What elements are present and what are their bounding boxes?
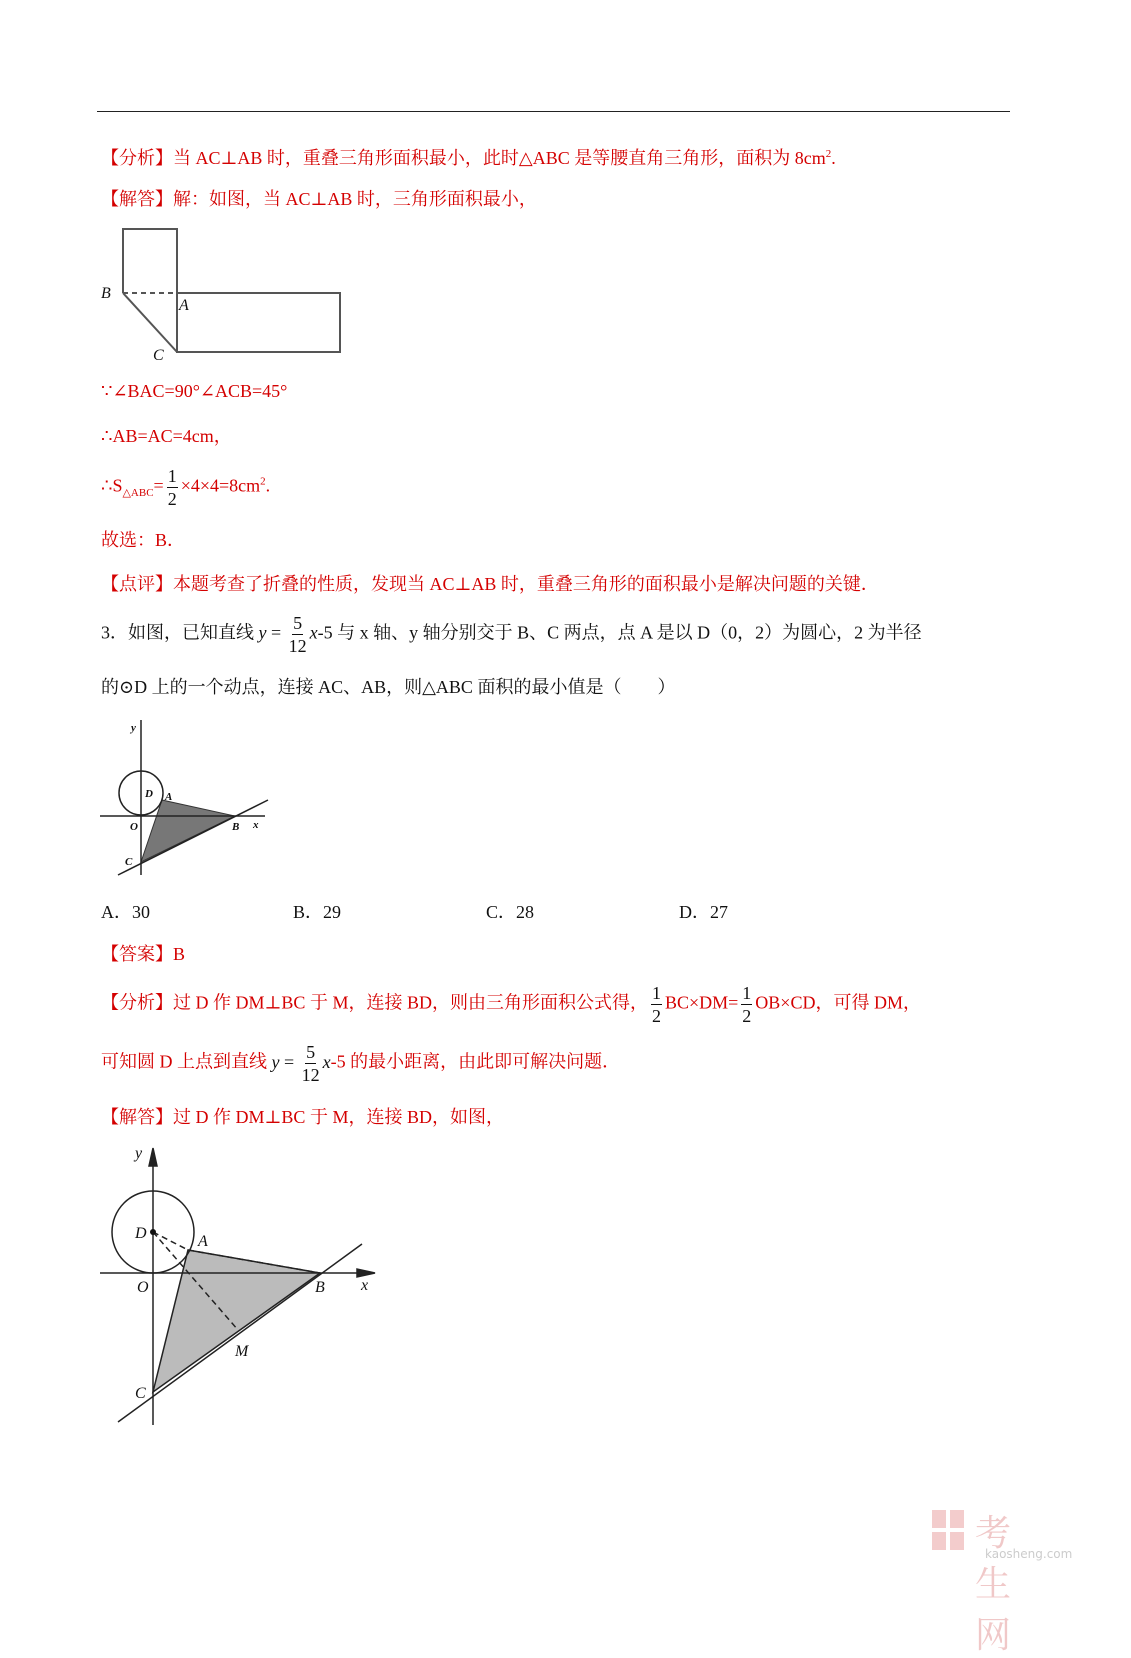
- label-b: B: [315, 1279, 325, 1296]
- s: ∴S: [101, 475, 123, 496]
- fraction: [302, 1041, 320, 1086]
- den: 12: [301, 1065, 320, 1085]
- num: 1: [167, 466, 177, 486]
- choose-line: 故选：B．: [101, 530, 186, 550]
- label-a: A: [198, 1233, 208, 1250]
- q3-stem: [101, 612, 922, 657]
- num: 5: [293, 613, 303, 633]
- period: .: [831, 148, 836, 168]
- label-c: C: [135, 1385, 146, 1402]
- answer-tag: 【答案】: [101, 944, 173, 964]
- analysis-tag: 【分析】: [101, 148, 173, 168]
- label-o: O: [130, 821, 138, 833]
- label-m: M: [235, 1343, 249, 1360]
- t: -5 的最小距离，由此即可解决问题．: [330, 1051, 621, 1072]
- t: x: [309, 622, 318, 643]
- fold-figure: [95, 220, 355, 370]
- analysis-line: [101, 142, 836, 170]
- solution-tag: 【解答】: [101, 189, 173, 209]
- comment-tag: 【点评】: [101, 574, 173, 594]
- label-c: C: [125, 856, 133, 868]
- t: BC×DM=: [664, 992, 739, 1013]
- t: 3．如图，已知直线: [101, 622, 259, 643]
- option-c: C．28: [486, 902, 535, 922]
- sup: 2: [825, 148, 832, 160]
- label-c: C: [153, 347, 164, 364]
- t: 过 D 作 DM⊥BC 于 M，连接 BD，则由三角形面积公式得，: [173, 992, 648, 1013]
- comment-text: 本题考查了折叠的性质，发现当 AC⊥AB 时，重叠三角形的面积最小是解决问题的关键．: [173, 574, 879, 594]
- q3-figure: [95, 715, 275, 880]
- solution-text: 解：如图，当 AC⊥AB 时，三角形面积最小，: [173, 189, 537, 209]
- label-o: O: [137, 1279, 149, 1296]
- den: 2: [651, 1006, 661, 1026]
- sub: △ABC: [122, 487, 154, 500]
- comment-line: [101, 572, 879, 596]
- step-3: [101, 465, 270, 510]
- t: x: [322, 1051, 331, 1072]
- analysis-text: 当 AC⊥AB 时，重叠三角形面积最小，此时△ABC 是等腰直角三角形，面积为 8cm: [173, 148, 826, 168]
- label-b: B: [232, 821, 240, 833]
- label-y: y: [135, 1145, 143, 1162]
- num: 5: [306, 1042, 316, 1062]
- t: 过 D 作 DM⊥BC 于 M，连接 BD，如图，: [173, 1107, 504, 1127]
- t: 【解答】: [101, 1107, 173, 1127]
- step-1: ∵∠BAC=90°∠ACB=45°: [101, 381, 288, 401]
- q3-stem-2: 的⊙D 上的一个动点，连接 AC、AB，则△ABC 面积的最小值是（ ）: [101, 677, 676, 697]
- option-b: B．29: [293, 902, 342, 922]
- fraction: [289, 612, 307, 657]
- end: .: [265, 475, 271, 496]
- watermark-url: kaosheng.com: [985, 1547, 1073, 1561]
- answer-value: B: [173, 944, 186, 964]
- label-d: D: [145, 788, 153, 800]
- fraction: [651, 982, 662, 1027]
- t: =: [279, 1051, 299, 1072]
- option-d: D．27: [679, 902, 728, 922]
- label-x: x: [253, 819, 259, 831]
- q3-analysis-2: [101, 1041, 620, 1086]
- t: OB×CD，可得 DM，: [755, 992, 921, 1013]
- den: 2: [167, 489, 177, 509]
- watermark-text: 考生网: [975, 1513, 1014, 1656]
- label-y: y: [131, 722, 136, 734]
- num: 1: [742, 983, 752, 1003]
- label-a: A: [165, 791, 173, 803]
- label-b: B: [101, 285, 111, 302]
- eq: =: [153, 475, 164, 496]
- header-rule: [97, 111, 1010, 112]
- step-2: ∴AB=AC=4cm，: [101, 426, 232, 446]
- watermark-logo-icon: [930, 1505, 970, 1555]
- label-d: D: [135, 1225, 147, 1242]
- q3-analysis-1: [101, 982, 921, 1027]
- label-x: x: [361, 1277, 369, 1294]
- t: y: [271, 1051, 280, 1072]
- t: 【分析】: [101, 992, 173, 1013]
- t: -5 与 x 轴、y 轴分别交于 B、C 两点，点 A 是以 D（0，2）为圆心，2 为半径: [317, 622, 922, 643]
- t: y: [258, 622, 267, 643]
- label-a: A: [179, 297, 189, 314]
- fraction: [741, 982, 752, 1027]
- t: =: [266, 622, 286, 643]
- post: ×4×4=8cm: [180, 475, 261, 496]
- sup: 2: [260, 475, 266, 488]
- answer-line: [101, 942, 185, 966]
- q3-solution: [101, 1105, 504, 1129]
- q3-solution-figure: [95, 1140, 385, 1430]
- den: 12: [288, 636, 307, 656]
- t: 可知圆 D 上点到直线: [101, 1051, 272, 1072]
- option-a: A．30: [101, 902, 150, 922]
- solution-line: [101, 187, 537, 211]
- den: 2: [742, 1006, 752, 1026]
- num: 1: [651, 983, 661, 1003]
- fraction: [167, 465, 178, 510]
